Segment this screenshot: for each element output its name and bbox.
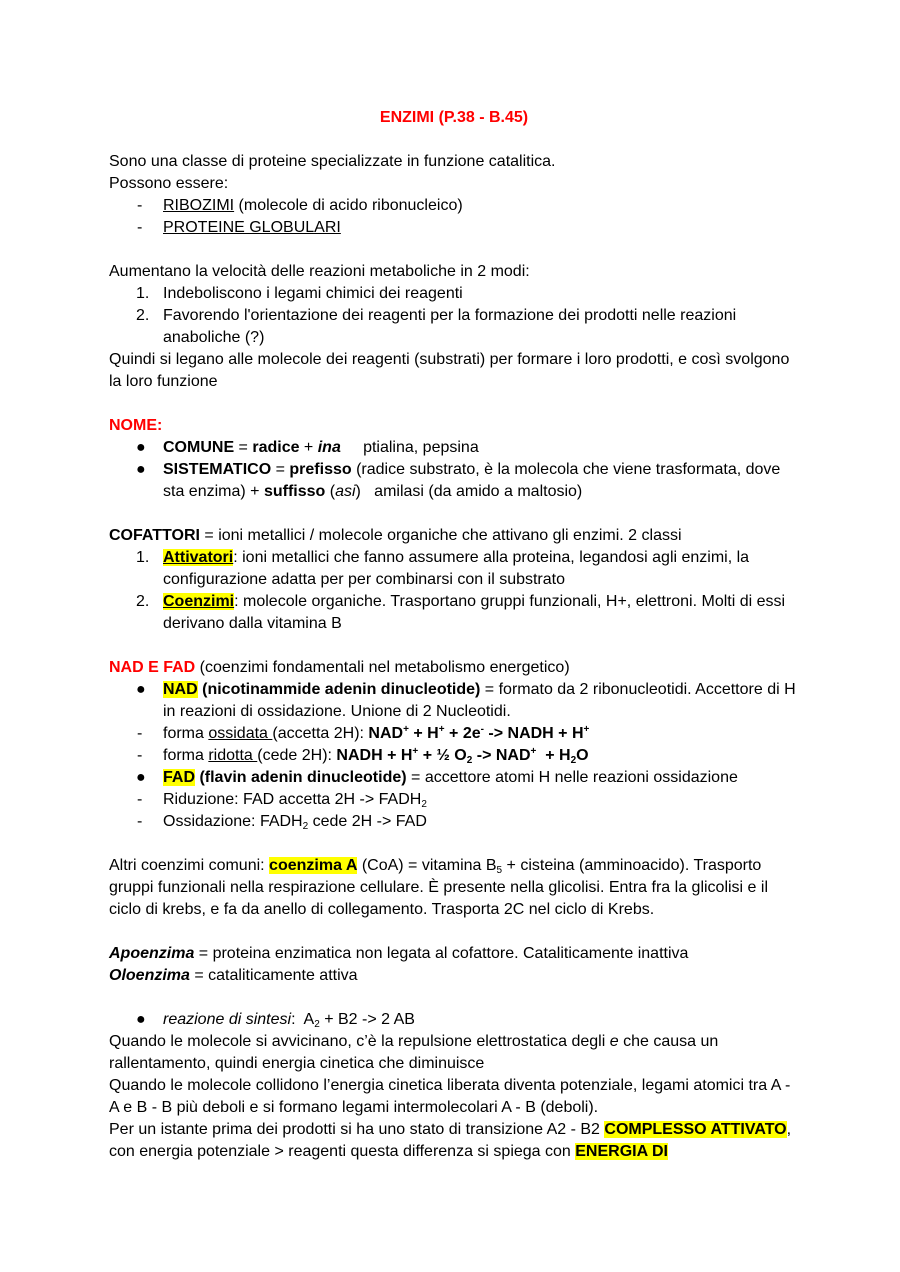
intro-line: Sono una classe di proteine specializzate in funzione catalitica. — [109, 153, 556, 170]
paragraph: Per un istante prima dei prodotti si ha uno stato di transizione A2 - B2 COMPLESSO ATTIVATO, con energia potenziale > reagenti questa differenza si spiega con ENERGIA DI — [109, 1121, 792, 1160]
highlighted-term: FAD — [163, 769, 195, 786]
highlighted-term: NAD — [163, 681, 198, 698]
section-heading: NAD E FAD — [109, 659, 196, 676]
list-item: 2. Coenzimi: molecole organiche. Trasportano gruppi funzionali, H+, elettroni. Molti di essi derivano dalla vitamina B — [136, 593, 786, 632]
list-item: - forma ridotta (cede 2H): NADH + H+ + ½ $O_2 -> NAD^+ + H_2O$ — [137, 746, 589, 766]
term: PROTEINE GLOBULARI — [163, 219, 341, 236]
paragraph: Quando le molecole collidono l’energia cinetica liberata diventa potenziale, legami atomici tra A - A e B - B più deboli e si formano legami intermolecolari A - B (deboli). — [109, 1077, 791, 1116]
dash-marker: - — [137, 813, 143, 830]
bullet-marker: ● — [136, 1011, 146, 1028]
paragraph: Quindi si legano alle molecole dei reagenti (substrati) per formare i loro prodotti, e così svolgono la loro funzione — [109, 351, 790, 390]
bullet-marker: ● — [136, 439, 146, 456]
dash-marker: - — [137, 219, 143, 236]
paragraph: Quando le molecole si avvicinano, c’è la repulsione elettrostatica degli e che causa un rallentamento, quindi energia cinetica che diminuisce — [109, 1033, 719, 1072]
list-item: ● FAD (flavin adenin dinucleotide) = accettore atomi H nelle reazioni ossidazione — [109, 767, 799, 789]
highlighted-term: ENERGIA DI — [575, 1143, 668, 1160]
paragraph: Altri coenzimi comuni: coenzima A (CoA) = vitamina $B_5$ + cisteina (amminoacido). Trasporto gruppi funzionali nella respirazione cellulare. È presente nella glicolisi. Entra fra la glicolisi e il ciclo di krebs, e fa da anello di collegamento. Trasporta 2C nel ciclo di Krebs. — [109, 857, 769, 918]
list-item — [109, 217, 799, 239]
list-text: Favorendo l'orientazione dei reagenti per la formazione dei prodotti nelle reazioni anaboliche (?) — [163, 307, 737, 346]
section-heading: NOME: — [109, 417, 163, 434]
equation: NAD+ + H+ + 2e- -> NADH + H+ — [368, 724, 590, 742]
term: Apoenzima — [109, 945, 195, 962]
paragraph: Oloenzima = cataliticamente attiva — [109, 967, 358, 984]
list-item: ● reazione di sintesi: $A_2 + B2 -> 2$ AB — [136, 1011, 415, 1030]
dash-marker: - — [137, 197, 143, 214]
bullet-marker: ● — [136, 681, 146, 698]
list-item: - forma ossidata (accetta 2H): NAD+ + H+ + 2e- -> NADH + H+ — [109, 723, 799, 745]
dash-marker: - — [137, 725, 143, 742]
number-marker: 1. — [136, 549, 150, 566]
number-marker: 1. — [136, 285, 150, 302]
intro-line: Possono essere: — [109, 175, 229, 192]
term: SISTEMATICO — [163, 461, 272, 478]
list-text: Indeboliscono i legami chimici dei reagenti — [163, 285, 463, 302]
list-item — [109, 283, 799, 305]
list-item: ● NAD (nicotinammide adenin dinucleotide) = formato da 2 ribonucleotidi. Accettore di H in reazioni di ossidazione. Unione di 2 Nucleotidi. — [136, 681, 796, 720]
list-text: (molecole di acido ribonucleico) — [234, 197, 463, 214]
number-marker: 2. — [136, 593, 150, 610]
list-item — [109, 305, 799, 349]
bullet-marker: ● — [136, 769, 146, 786]
paragraph: Aumentano la velocità delle reazioni metaboliche in 2 modi: — [109, 263, 530, 280]
term: RIBOZIMI — [163, 197, 235, 214]
term: COMUNE — [163, 439, 235, 456]
paragraph: NAD E FAD (coenzimi fondamentali nel metabolismo energetico) — [109, 659, 570, 676]
term: Oloenzima — [109, 967, 190, 984]
highlighted-term: Coenzimi — [163, 593, 235, 610]
list-item: 1. Attivatori: ioni metallici che fanno assumere alla proteina, legandosi agli enzimi, la configurazione adatta per per combinarsi con il substrato — [136, 549, 750, 588]
highlighted-term: COMPLESSO ATTIVATO — [604, 1121, 787, 1138]
list-item — [109, 195, 799, 217]
dash-marker: - — [137, 747, 143, 764]
bullet-marker: ● — [136, 461, 146, 478]
list-item: - Ossidazione: $FADH_2$ cede 2H -> FAD — [137, 813, 427, 832]
highlighted-term: coenzima A — [269, 857, 358, 874]
page-title: ENZIMI (P.38 - B.45) — [379, 109, 529, 126]
list-item: - Riduzione: FAD accetta $2H -> FADH_2$ — [137, 791, 427, 810]
term: COFATTORI — [109, 527, 200, 544]
list-item: ● SISTEMATICO = prefisso (radice substrato, è la molecola che viene trasformata, dove sta enzima) + suffisso (asi) amilasi (da amido a maltosio) — [136, 461, 781, 500]
paragraph: COFATTORI = ioni metallici / molecole organiche che attivano gli enzimi. 2 classi — [109, 527, 682, 544]
document-body — [109, 107, 799, 1163]
paragraph: Apoenzima = proteina enzimatica non legata al cofattore. Cataliticamente inattiva — [109, 945, 689, 962]
equation: NADH + H+ + ½ $O_2 -> NAD^+ + H_2O$ — [336, 746, 589, 766]
list-item: ● COMUNE = radice + ina ptialina, pepsina — [109, 437, 799, 459]
highlighted-term: Attivatori — [163, 549, 234, 566]
dash-marker: - — [137, 791, 143, 808]
number-marker: 2. — [136, 307, 150, 324]
